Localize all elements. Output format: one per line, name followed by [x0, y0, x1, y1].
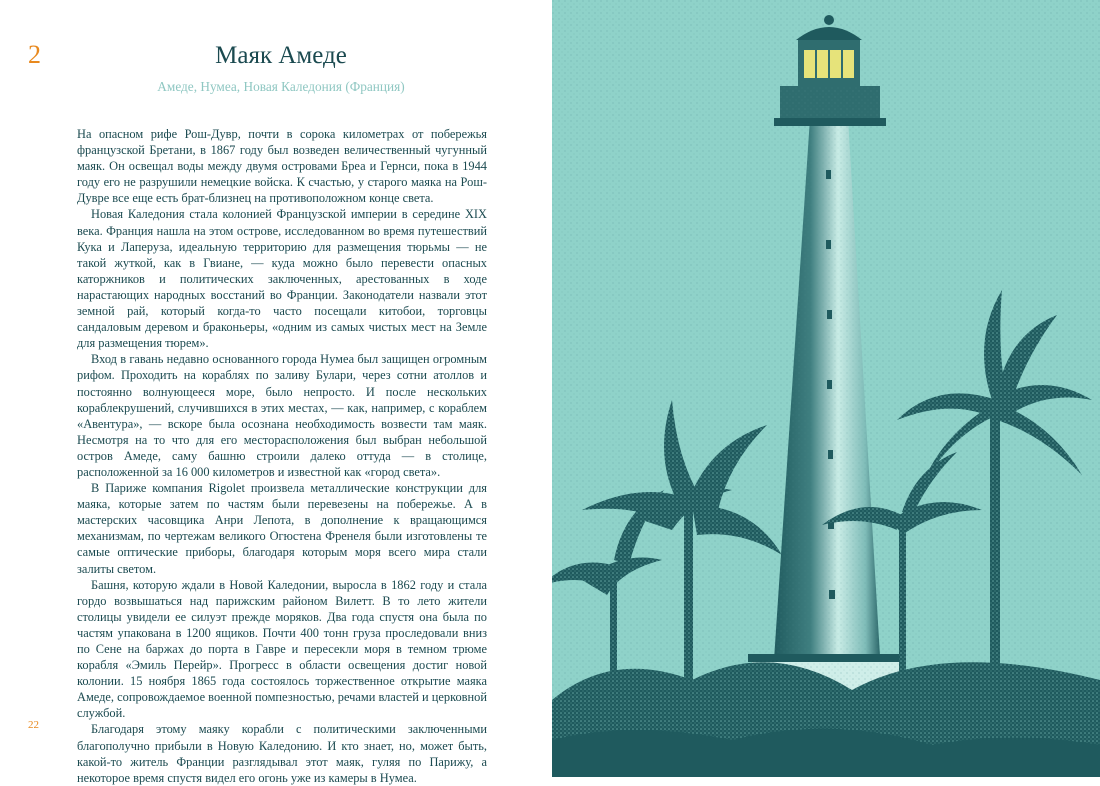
- paragraph: В Париже компания Rigolet произвела металлические конструкции для маяка, которые затем по частям были перевезены на побережье. А в мастерских часовщика Анри Лепота, в дополнение к вращающимся механизмам, по чертежам великого Огюстена Френеля были изготовлены те самые оптические приборы, благодаря которым моря всего мира стали залиты светом.: [77, 481, 487, 576]
- lighthouse-engraving-icon: [552, 0, 1100, 777]
- page-subtitle: Амеде, Нумеа, Новая Каледония (Франция): [157, 79, 405, 94]
- lighthouse-illustration: [552, 0, 1100, 777]
- body-text: [77, 126, 487, 786]
- paragraph: Новая Каледония стала колонией Французской империи в середине XIX века. Франция нашла на этом острове, исследованном во время путешествий Кука и Лаперуза, идеальную территорию для размещения тюрьмы — не такой жуткой, как в Гвиане, — куда можно было перевести опасных каторжников и политических заключенных, арестованных в ходе нарастающих народных восстаний во Франции. Законодатели назвали этот земной рай, который когда-то часто посещали китобои, торговцы сандаловым деревом и браконьеры, «одним из самых чистых мест на Земле для размещения тюрем».: [77, 207, 487, 351]
- page-number: 22: [28, 719, 39, 731]
- paragraph: Вход в гавань недавно основанного города Нумеа был защищен огромным рифом. Проходить на кораблях по заливу Булари, через сотни атоллов и постоянно волнующееся море, было непросто. И после нескольких кораблекрушений, случившихся в этих местах, — как, например, с кораблем «Авентура», — вскоре была осознана необходимость возвести там маяк. Несмотря на то что для его месторасположения был выбран небольшой остров Амеде, саму башню строили далеко оттуда — в столице, расположенной за 16 000 километров и известной как «город света».: [77, 352, 487, 479]
- chapter-number: 2: [28, 40, 41, 69]
- paragraph: Благодаря этому маяку корабли с политическими заключенными благополучно прибыли в Новую Каледонию. И кто знает, но, может быть, какой-то житель Франции разглядывал этот маяк, гуляя по Парижу, а некоторое время спустя видел его огонь уже из камеры в Нумеа.: [77, 722, 487, 785]
- page-title: Маяк Амеде: [215, 42, 347, 69]
- paragraph: На опасном рифе Рош-Дувр, почти в сорока километрах от побережья французской Бретани, в 1867 году был возведен величественный чугунный маяк. Он освещал воды между двумя островами Бреа и Гернси, пока в 1944 году его не разрушили немецкие войска. К счастью, у старого маяка на Рош-Дувре все еще есть брат-близнец на противоположном конце света.: [77, 127, 487, 206]
- paragraph: Башня, которую ждали в Новой Каледонии, выросла в 1862 году и стала гордо возвышаться над парижским районом Вилетт. В то лето жители столицы увидели ее силуэт прежде моряков. Два года спустя она была по частям упакована в 1200 ящиков. Почти 400 тонн груза проследовали вниз по Сене на баржах до порта в Гавре и пересекли моря в темном трюме корабля «Эмиль Перейр». Прогресс в области освещения достиг новой колонии. 15 ноября 1865 года состоялось торжественное открытие маяка Амеде, сопровождаемое военной помпезностью, речами властей и церковной службой.: [77, 577, 487, 721]
